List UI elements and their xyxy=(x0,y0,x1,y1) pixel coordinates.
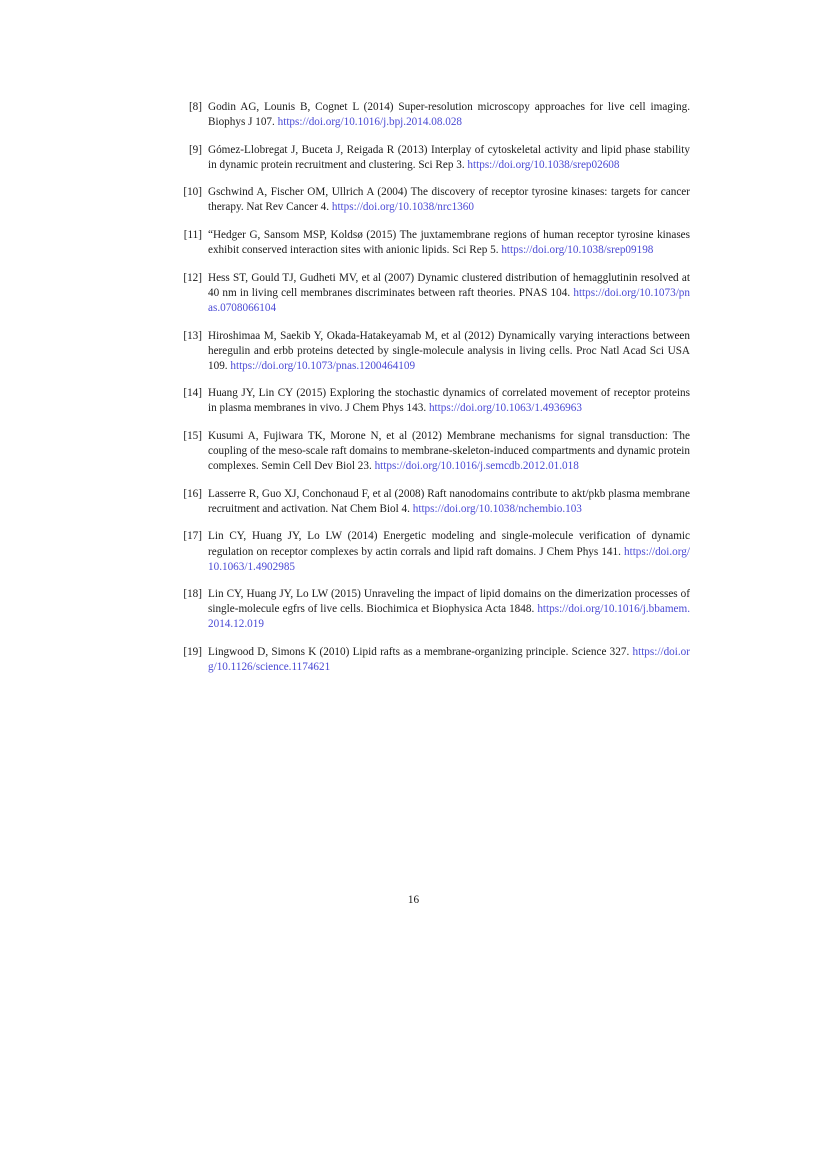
reference-citation: Lasserre R, Guo XJ, Conchonaud F, et al (2008) Raft nanodomains contribute to akt/pkb plasma membrane recruitment and activation. Nat Chem Biol 4. xyxy=(208,487,690,515)
bibliography-entry xyxy=(180,143,690,173)
reference-citation: Gómez-Llobregat J, Buceta J, Reigada R (2013) Interplay of cytoskeletal activity and lipid phase stability in dynamic protein recruitment and clustering. Sci Rep 3. xyxy=(208,143,690,171)
bibliography-entry xyxy=(180,529,690,574)
bibliography-entry xyxy=(180,487,690,517)
doi-link[interactable]: https://doi.org/10.1063/1.4936963 xyxy=(428,402,582,415)
reference-text xyxy=(208,185,690,215)
reference-label: [11] xyxy=(183,229,202,242)
bibliography-entry xyxy=(180,271,690,316)
doi-link[interactable]: https://doi.org/10.1126/science.1174621 xyxy=(208,646,690,674)
reference-label: [12] xyxy=(183,271,202,284)
reference-label: [18] xyxy=(183,588,202,601)
doi-link[interactable]: https://doi.org/10.1073/pnas.0708066104 xyxy=(208,286,690,314)
bibliography-entry xyxy=(180,100,690,130)
reference-citation: Gschwind A, Fischer OM, Ullrich A (2004) The discovery of receptor tyrosine kinases: targets for cancer therapy. Nat Rev Cancer 4. xyxy=(208,186,690,214)
bibliography-list xyxy=(180,100,690,675)
reference-label: [17] xyxy=(183,530,202,543)
reference-text xyxy=(208,271,690,316)
reference-label: [9] xyxy=(188,143,202,156)
reference-text xyxy=(208,329,690,374)
bibliography-entry xyxy=(180,228,690,258)
reference-text xyxy=(208,386,690,416)
reference-text xyxy=(208,645,690,675)
reference-citation: Kusumi A, Fujiwara TK, Morone N, et al (2012) Membrane mechanisms for signal transduction: The coupling of the meso-scale raft domains to membrane-skeleton-induced compartments and dynamic protein complexes. Semin Cell Dev Biol 23. xyxy=(208,430,690,473)
reference-label: [13] xyxy=(183,329,202,342)
reference-label: [19] xyxy=(183,646,202,659)
reference-citation: Lingwood D, Simons K (2010) Lipid rafts as a membrane-organizing principle. Science 327. xyxy=(208,646,633,659)
doi-link[interactable]: https://doi.org/10.1073/pnas.1200464109 xyxy=(230,359,416,372)
bibliography-entry xyxy=(180,645,690,675)
reference-citation: Huang JY, Lin CY (2015) Exploring the stochastic dynamics of correlated movement of receptor proteins in plasma membranes in vivo. J Chem Phys 143. xyxy=(208,387,690,415)
bibliography-entry xyxy=(180,429,690,474)
reference-text xyxy=(208,529,690,574)
reference-text xyxy=(208,228,690,258)
reference-citation: “Hedger G, Sansom MSP, Koldsø (2015) The juxtamembrane regions of human receptor tyrosine kinases exhibit conserved interaction sites with anionic lipids. Sci Rep 5. xyxy=(208,229,690,257)
doi-link[interactable]: https://doi.org/10.1016/j.bpj.2014.08.028 xyxy=(277,116,463,129)
doi-link[interactable]: https://doi.org/10.1038/srep02608 xyxy=(467,158,620,171)
reference-label: [16] xyxy=(183,487,202,500)
reference-text xyxy=(208,143,690,173)
reference-text xyxy=(208,429,690,474)
reference-citation: Lin CY, Huang JY, Lo LW (2015) Unraveling the impact of lipid domains on the dimerization processes of single-molecule egfrs of live cells. Biochimica et Biophysica Acta 1848. xyxy=(208,588,690,616)
doi-link[interactable]: https://doi.org/10.1038/srep09198 xyxy=(501,244,654,257)
reference-label: [8] xyxy=(188,101,202,113)
doi-link[interactable]: https://doi.org/10.1038/nchembio.103 xyxy=(412,502,582,515)
doi-link[interactable]: https://doi.org/10.1063/1.4902985 xyxy=(208,545,690,573)
bibliography-entry xyxy=(180,185,690,215)
reference-text xyxy=(208,487,690,517)
reference-label: [14] xyxy=(183,387,202,400)
reference-label: [15] xyxy=(183,430,202,442)
reference-citation: Hiroshimaa M, Saekib Y, Okada-Hatakeyamab M, et al (2012) Dynamically varying interactions between heregulin and erbb proteins detected by single-molecule analysis in living cells. Proc Natl Acad Sci USA 109. xyxy=(208,329,690,372)
bibliography-entry xyxy=(180,587,690,632)
reference-citation: Godin AG, Lounis B, Cognet L (2014) Super-resolution microscopy approaches for live cell imaging. Biophys J 107. xyxy=(208,101,690,129)
bibliography-entry xyxy=(180,329,690,374)
reference-text xyxy=(208,587,690,632)
bibliography-entry xyxy=(180,386,690,416)
reference-citation: Hess ST, Gould TJ, Gudheti MV, et al (2007) Dynamic clustered distribution of hemagglutinin resolved at 40 nm in living cell membranes discriminates between raft theories. PNAS 104. xyxy=(208,271,690,299)
reference-text xyxy=(208,100,690,130)
doi-link[interactable]: https://doi.org/10.1016/j.semcdb.2012.01.018 xyxy=(374,460,579,473)
page-number: 16 xyxy=(407,894,420,906)
reference-citation: Lin CY, Huang JY, Lo LW (2014) Energetic modeling and single-molecule verification of dynamic regulation on receptor complexes by actin corrals and lipid raft domains. J Chem Phys 141. xyxy=(208,530,690,558)
doi-link[interactable]: https://doi.org/10.1038/nrc1360 xyxy=(331,201,474,214)
doi-link[interactable]: https://doi.org/10.1016/j.bbamem.2014.12.019 xyxy=(208,603,690,631)
reference-label: [10] xyxy=(183,186,202,199)
